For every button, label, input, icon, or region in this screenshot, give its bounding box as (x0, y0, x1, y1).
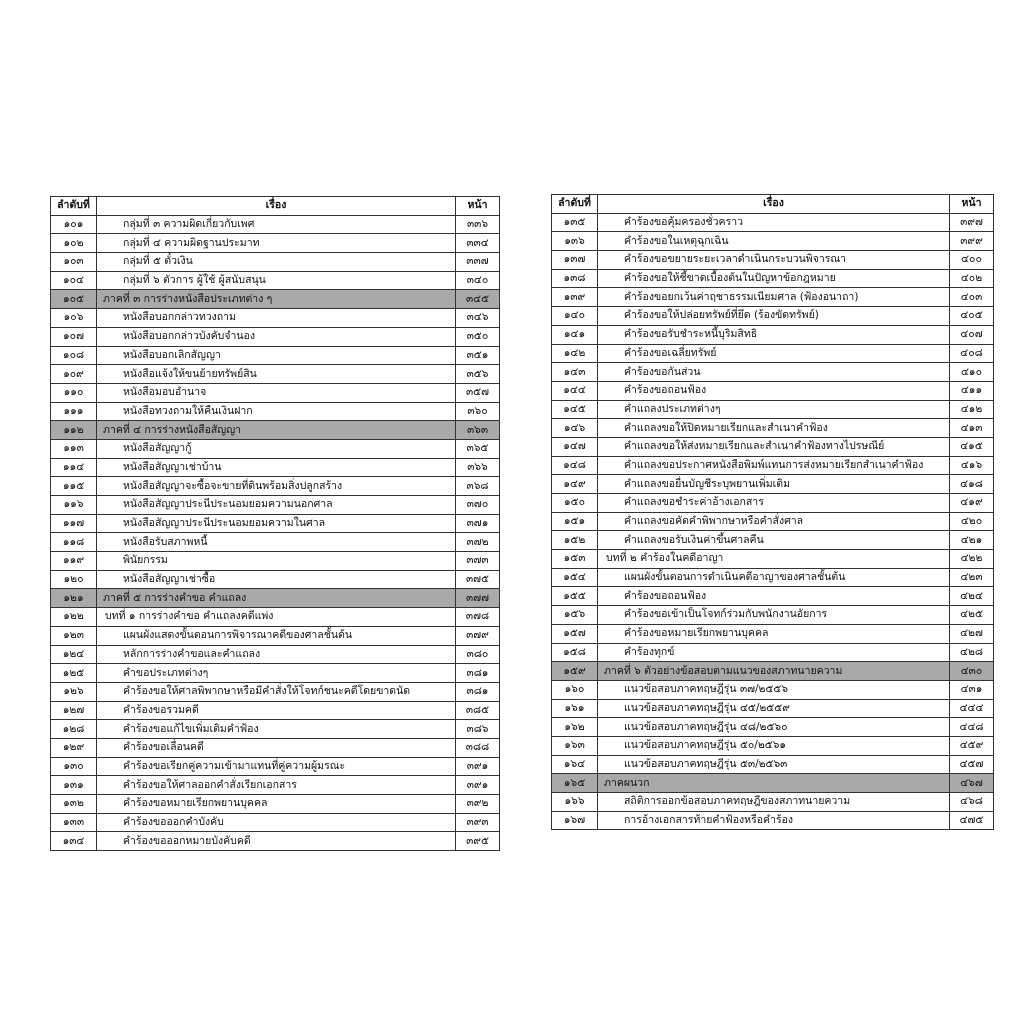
header-number: ลำดับที่ (552, 195, 598, 214)
entry-number: ๑๒๐ (51, 570, 97, 589)
entry-title: หนังสือสัญญากู้ (97, 439, 456, 458)
entry-page: ๔๔๔ (950, 699, 994, 718)
entry-number: ๑๒๖ (51, 682, 97, 701)
entry-page: ๔๑๙ (950, 494, 994, 513)
entry-title: คำร้องขอเรียกคู่ความเข้ามาแทนที่คู่ความผู้มรณะ (97, 757, 456, 776)
table-row (51, 570, 500, 589)
table-row (51, 645, 500, 664)
table-row (552, 811, 994, 830)
table-row (51, 309, 500, 328)
entry-title: พินัยกรรม (97, 552, 456, 571)
entry-title: คำร้องขอให้ชี้ขาดเบื้องต้นในปัญหาข้อกฎหมาย (598, 269, 950, 288)
entry-number: ๑๐๗ (51, 327, 97, 346)
table-row (552, 251, 994, 270)
entry-page: ๓๘๐ (456, 645, 500, 664)
table-row (552, 643, 994, 662)
entry-title: คำแถลงประเภทต่างๆ (598, 400, 950, 419)
entry-title: คำร้องขอเฉลี่ยทรัพย์ (598, 344, 950, 363)
table-row (552, 269, 994, 288)
entry-number: ๑๔๐ (552, 307, 598, 326)
entry-number: ๑๔๙ (552, 475, 598, 494)
entry-title: คำร้องขอเลื่อนคดี (97, 738, 456, 757)
entry-title: กลุ่มที่ ๖ ตัวการ ผู้ใช้ ผู้สนับสนุน (97, 271, 456, 290)
entry-number: ๑๖๕ (552, 774, 598, 793)
entry-title: หนังสือทวงถามให้คืนเงินฝาก (97, 402, 456, 421)
entry-title: หนังสือสัญญาประนีประนอมยอมความนอกศาล (97, 496, 456, 515)
entry-title: คำแถลงขอยื่นบัญชีระบุพยานเพิ่มเติม (598, 475, 950, 494)
entry-page: ๔๑๓ (950, 419, 994, 438)
table-row (51, 514, 500, 533)
entry-page: ๓๖๖ (456, 458, 500, 477)
entry-page: ๔๒๔ (950, 587, 994, 606)
entry-page: ๓๙๑ (456, 757, 500, 776)
entry-title: คำร้องขอแก้ไขเพิ่มเติมคำฟ้อง (97, 720, 456, 739)
entry-number: ๑๕๓ (552, 550, 598, 569)
entry-title: บทที่ ๒ คำร้องในคดีอาญา (598, 550, 950, 569)
entry-number: ๑๑๘ (51, 533, 97, 552)
entry-number: ๑๐๘ (51, 346, 97, 365)
entry-page: ๓๕๐ (456, 327, 500, 346)
entry-page: ๓๗๑ (456, 514, 500, 533)
entry-page: ๓๗๓ (456, 552, 500, 571)
table-row (51, 626, 500, 645)
table-row (552, 736, 994, 755)
entry-page: ๓๔๐ (456, 271, 500, 290)
entry-page: ๔๑๖ (950, 456, 994, 475)
entry-page: ๓๗๗ (456, 589, 500, 608)
entry-number: ๑๐๑ (51, 215, 97, 234)
entry-number: ๑๓๕ (552, 213, 598, 232)
entry-page: ๔๔๘ (950, 718, 994, 737)
table-row (552, 288, 994, 307)
entry-number: ๑๖๖ (552, 793, 598, 812)
section-row (552, 662, 994, 681)
table-row (51, 439, 500, 458)
entry-title: คำร้องขอในเหตุฉุกเฉิน (598, 232, 950, 251)
toc-table-right (551, 194, 994, 830)
entry-number: ๑๐๖ (51, 309, 97, 328)
entry-title: หนังสือสัญญาประนีประนอมยอมความในศาล (97, 514, 456, 533)
entry-page: ๔๐๒ (950, 269, 994, 288)
entry-number: ๑๕๗ (552, 624, 598, 643)
toc-left-body (51, 215, 500, 850)
entry-number: ๑๔๘ (552, 456, 598, 475)
header-page: หน้า (950, 195, 994, 214)
entry-number: ๑๓๔ (51, 832, 97, 851)
table-row (552, 755, 994, 774)
entry-number: ๑๒๗ (51, 701, 97, 720)
entry-number: ๑๑๑ (51, 402, 97, 421)
table-row (51, 365, 500, 384)
entry-page: ๓๘๘ (456, 738, 500, 757)
table-row (552, 475, 994, 494)
section-row (51, 589, 500, 608)
entry-title: คำร้องขอหมายเรียกพยานบุคคล (598, 624, 950, 643)
entry-title: แนวข้อสอบภาคทฤษฎีรุ่น ๔๕/๒๕๕๙ (598, 699, 950, 718)
entry-number: ๑๑๓ (51, 439, 97, 458)
entry-title: คำแถลงขอให้ปิดหมายเรียกและสำเนาคำฟ้อง (598, 419, 950, 438)
table-row (51, 215, 500, 234)
entry-page: ๔๕๙ (950, 736, 994, 755)
entry-number: ๑๐๔ (51, 271, 97, 290)
entry-number: ๑๐๒ (51, 234, 97, 253)
entry-page: ๓๘๕ (456, 701, 500, 720)
entry-number: ๑๔๒ (552, 344, 598, 363)
entry-number: ๑๕๙ (552, 662, 598, 681)
section-row (51, 421, 500, 440)
table-row (552, 624, 994, 643)
section-row (552, 774, 994, 793)
header-number: ลำดับที่ (51, 197, 97, 216)
table-row (552, 793, 994, 812)
entry-title: คำร้องขอออกคำบังคับ (97, 813, 456, 832)
entry-number: ๑๔๗ (552, 437, 598, 456)
entry-title: หนังสือมอบอำนาจ (97, 383, 456, 402)
table-row (51, 757, 500, 776)
table-row (51, 458, 500, 477)
entry-title: หนังสือรับสภาพหนี้ (97, 533, 456, 552)
entry-page: ๓๖๘ (456, 477, 500, 496)
table-row (552, 568, 994, 587)
table-row (552, 456, 994, 475)
table-row (51, 327, 500, 346)
entry-page: ๔๒๘ (950, 643, 994, 662)
entry-number: ๑๒๒ (51, 608, 97, 627)
entry-page: ๔๒๑ (950, 531, 994, 550)
table-header-row (552, 195, 994, 214)
entry-number: ๑๓๒ (51, 795, 97, 814)
table-row (51, 795, 500, 814)
table-row (51, 608, 500, 627)
entry-number: ๑๕๑ (552, 512, 598, 531)
entry-page: ๓๙๓ (456, 813, 500, 832)
entry-number: ๑๔๑ (552, 325, 598, 344)
entry-title: คำร้องขอรับชำระหนี้บุริมสิทธิ (598, 325, 950, 344)
entry-number: ๑๖๒ (552, 718, 598, 737)
table-row (552, 587, 994, 606)
entry-page: ๔๐๗ (950, 325, 994, 344)
table-row (552, 512, 994, 531)
table-row (552, 699, 994, 718)
entry-page: ๓๘๑ (456, 664, 500, 683)
entry-title: คำร้องขอรวมคดี (97, 701, 456, 720)
entry-page: ๔๑๒ (950, 400, 994, 419)
entry-page: ๔๒๗ (950, 624, 994, 643)
entry-title: ภาคที่ ๓ การร่างหนังสือประเภทต่าง ๆ (97, 290, 456, 309)
entry-number: ๑๐๕ (51, 290, 97, 309)
table-row (51, 496, 500, 515)
entry-number: ๑๖๓ (552, 736, 598, 755)
entry-number: ๑๒๑ (51, 589, 97, 608)
entry-title: คำขอประเภทต่างๆ (97, 664, 456, 683)
entry-title: ภาคที่ ๔ การร่างหนังสือสัญญา (97, 421, 456, 440)
entry-page: ๓๗๒ (456, 533, 500, 552)
entry-number: ๑๕๒ (552, 531, 598, 550)
entry-page: ๓๓๖ (456, 215, 500, 234)
entry-page: ๔๖๗ (950, 774, 994, 793)
table-row (552, 400, 994, 419)
table-row (552, 363, 994, 382)
entry-number: ๑๓๑ (51, 776, 97, 795)
entry-title: หนังสือสัญญาเช่าบ้าน (97, 458, 456, 477)
table-row (552, 381, 994, 400)
table-row (51, 813, 500, 832)
entry-number: ๑๓๓ (51, 813, 97, 832)
table-row (51, 701, 500, 720)
table-row (51, 552, 500, 571)
section-row (51, 290, 500, 309)
entry-page: ๓๔๕ (456, 290, 500, 309)
entry-title: บทที่ ๑ การร่างคำขอ คำแถลงคดีแพ่ง (97, 608, 456, 627)
header-title: เรื่อง (97, 197, 456, 216)
entry-page: ๔๖๘ (950, 793, 994, 812)
entry-page: ๓๗๘ (456, 608, 500, 627)
entry-page: ๔๗๕ (950, 811, 994, 830)
entry-page: ๔๑๑ (950, 381, 994, 400)
table-row (51, 402, 500, 421)
entry-page: ๔๑๘ (950, 475, 994, 494)
entry-title: แนวข้อสอบภาคทฤษฎีรุ่น ๔๘/๒๕๖๐ (598, 718, 950, 737)
table-row (552, 531, 994, 550)
entry-title: คำร้องขอถอนฟ้อง (598, 381, 950, 400)
entry-number: ๑๓๙ (552, 288, 598, 307)
entry-number: ๑๑๕ (51, 477, 97, 496)
entry-title: คำร้องขอหมายเรียกพยานบุคคล (97, 795, 456, 814)
entry-title: หนังสือบอกกล่าวบังคับจำนอง (97, 327, 456, 346)
entry-title: แนวข้อสอบภาคทฤษฎีรุ่น ๕๐/๒๕๖๑ (598, 736, 950, 755)
table-row (51, 533, 500, 552)
entry-page: ๔๑๐ (950, 363, 994, 382)
entry-number: ๑๓๖ (552, 232, 598, 251)
table-row (552, 718, 994, 737)
entry-title: กลุ่มที่ ๔ ความผิดฐานประมาท (97, 234, 456, 253)
entry-title: การอ้างเอกสารท้ายคำฟ้องหรือคำร้อง (598, 811, 950, 830)
entry-page: ๔๑๕ (950, 437, 994, 456)
entry-page: ๔๕๗ (950, 755, 994, 774)
table-row (552, 437, 994, 456)
toc-table-left (50, 196, 500, 851)
entry-page: ๓๙๗ (950, 213, 994, 232)
entry-title: คำร้องขอกันส่วน (598, 363, 950, 382)
table-row (552, 494, 994, 513)
entry-title: หนังสือบอกกล่าวทวงถาม (97, 309, 456, 328)
table-row (51, 253, 500, 272)
table-row (51, 738, 500, 757)
entry-number: ๑๔๖ (552, 419, 598, 438)
entry-number: ๑๐๓ (51, 253, 97, 272)
entry-page: ๓๔๖ (456, 309, 500, 328)
entry-number: ๑๑๖ (51, 496, 97, 515)
entry-title: แผนผังขั้นตอนการดำเนินคดีอาญาของศาลชั้นต้น (598, 568, 950, 587)
entry-number: ๑๑๙ (51, 552, 97, 571)
entry-title: กลุ่มที่ ๓ ความผิดเกี่ยวกับเพศ (97, 215, 456, 234)
table-row (552, 344, 994, 363)
entry-title: แนวข้อสอบภาคทฤษฎีรุ่น ๕๓/๒๕๖๓ (598, 755, 950, 774)
entry-number: ๑๕๔ (552, 568, 598, 587)
table-row (51, 832, 500, 851)
table-row (51, 776, 500, 795)
entry-number: ๑๖๔ (552, 755, 598, 774)
entry-title: คำร้องขอถอนฟ้อง (598, 587, 950, 606)
header-title: เรื่อง (598, 195, 950, 214)
toc-right-body (552, 213, 994, 830)
header-page: หน้า (456, 197, 500, 216)
table-row (552, 419, 994, 438)
entry-page: ๓๙๙ (950, 232, 994, 251)
entry-number: ๑๕๘ (552, 643, 598, 662)
entry-page: ๓๘๑ (456, 682, 500, 701)
entry-page: ๔๒๐ (950, 512, 994, 531)
entry-page: ๔๒๒ (950, 550, 994, 569)
table-row (552, 606, 994, 625)
entry-number: ๑๕๕ (552, 587, 598, 606)
entry-page: ๓๙๕ (456, 832, 500, 851)
entry-number: ๑๔๓ (552, 363, 598, 382)
entry-page: ๓๓๔ (456, 234, 500, 253)
table-row (552, 680, 994, 699)
table-row (552, 307, 994, 326)
entry-title: คำแถลงขอประกาศหนังสือพิมพ์แทนการส่งหมายเรียกสำเนาคำฟ้อง (598, 456, 950, 475)
entry-title: คำร้องขอให้ศาลพิพากษาหรือมีคำสั่งให้โจทก์ชนะคดีโดยขาดนัด (97, 682, 456, 701)
entry-number: ๑๕๐ (552, 494, 598, 513)
entry-number: ๑๑๐ (51, 383, 97, 402)
entry-title: สถิติการออกข้อสอบภาคทฤษฎีของสภาทนายความ (598, 793, 950, 812)
entry-title: คำแถลงขอชำระค่าอ้างเอกสาร (598, 494, 950, 513)
entry-title: คำร้องขอให้ปล่อยทรัพย์ที่ยึด (ร้องขัดทรัพย์) (598, 307, 950, 326)
entry-title: หนังสือบอกเลิกสัญญา (97, 346, 456, 365)
entry-title: คำร้องขอออกหมายบังคับคดี (97, 832, 456, 851)
entry-number: ๑๖๐ (552, 680, 598, 699)
entry-number: ๑๒๔ (51, 645, 97, 664)
entry-title: คำแถลงขอรับเงินค่าขึ้นศาลคืน (598, 531, 950, 550)
entry-title: คำร้องขอให้ศาลออกคำสั่งเรียกเอกสาร (97, 776, 456, 795)
entry-title: กลุ่มที่ ๕ ตั๋วเงิน (97, 253, 456, 272)
entry-title: หนังสือสัญญาเช่าซื้อ (97, 570, 456, 589)
entry-page: ๓๕๗ (456, 383, 500, 402)
entry-number: ๑๒๘ (51, 720, 97, 739)
entry-page: ๓๗๕ (456, 570, 500, 589)
entry-title: หนังสือแจ้งให้ขนย้ายทรัพย์สิน (97, 365, 456, 384)
table-row (552, 550, 994, 569)
table-row (51, 234, 500, 253)
entry-title: คำร้องขอยกเว้นค่าฤชาธรรมเนียมศาล (ฟ้องอนาถา) (598, 288, 950, 307)
entry-number: ๑๑๔ (51, 458, 97, 477)
entry-page: ๔๐๐ (950, 251, 994, 270)
entry-page: ๓๘๖ (456, 720, 500, 739)
entry-number: ๑๑๗ (51, 514, 97, 533)
entry-page: ๔๒๕ (950, 606, 994, 625)
entry-number: ๑๓๐ (51, 757, 97, 776)
entry-page: ๔๓๑ (950, 680, 994, 699)
entry-title: คำแถลงขอให้ส่งหมายเรียกและสำเนาคำฟ้องทางไปรษณีย์ (598, 437, 950, 456)
table-row (51, 383, 500, 402)
entry-title: หลักการร่างคำขอและคำแถลง (97, 645, 456, 664)
entry-title: คำร้องทุกข์ (598, 643, 950, 662)
entry-page: ๓๖๐ (456, 402, 500, 421)
table-row (552, 325, 994, 344)
entry-page: ๓๕๖ (456, 365, 500, 384)
entry-number: ๑๔๕ (552, 400, 598, 419)
table-row (51, 720, 500, 739)
entry-page: ๔๐๓ (950, 288, 994, 307)
table-row (51, 346, 500, 365)
entry-page: ๓๗๙ (456, 626, 500, 645)
entry-number: ๑๖๗ (552, 811, 598, 830)
entry-page: ๓๖๓ (456, 421, 500, 440)
entry-number: ๑๖๑ (552, 699, 598, 718)
entry-page: ๓๖๕ (456, 439, 500, 458)
table-row (51, 271, 500, 290)
entry-title: คำร้องขอขยายระยะเวลาดำเนินกระบวนพิจารณา (598, 251, 950, 270)
entry-page: ๓๗๐ (456, 496, 500, 515)
entry-page: ๓๕๑ (456, 346, 500, 365)
entry-page: ๓๙๑ (456, 776, 500, 795)
entry-page: ๓๙๒ (456, 795, 500, 814)
entry-number: ๑๒๓ (51, 626, 97, 645)
table-row (51, 682, 500, 701)
entry-page: ๓๓๗ (456, 253, 500, 272)
entry-title: ภาคที่ ๖ ตัวอย่างข้อสอบตามแนวของสภาทนายความ (598, 662, 950, 681)
entry-title: ภาคผนวก (598, 774, 950, 793)
entry-number: ๑๑๒ (51, 421, 97, 440)
table-row (552, 232, 994, 251)
entry-number: ๑๒๕ (51, 664, 97, 683)
table-row (51, 664, 500, 683)
entry-title: คำแถลงขอคัดคำพิพากษาหรือคำสั่งศาล (598, 512, 950, 531)
entry-title: แนวข้อสอบภาคทฤษฎีรุ่น ๓๗/๒๕๕๖ (598, 680, 950, 699)
entry-title: หนังสือสัญญาจะซื้อจะขายที่ดินพร้อมสิ่งปลูกสร้าง (97, 477, 456, 496)
entry-number: ๑๒๙ (51, 738, 97, 757)
table-header-row (51, 197, 500, 216)
entry-page: ๔๐๕ (950, 307, 994, 326)
entry-number: ๑๓๘ (552, 269, 598, 288)
entry-number: ๑๕๖ (552, 606, 598, 625)
entry-page: ๔๓๐ (950, 662, 994, 681)
entry-page: ๔๒๓ (950, 568, 994, 587)
entry-title: คำร้องขอเข้าเป็นโจทก์ร่วมกับพนักงานอัยการ (598, 606, 950, 625)
table-row (552, 213, 994, 232)
entry-title: แผนผังแสดงขั้นตอนการพิจารณาคดีของศาลชั้นต้น (97, 626, 456, 645)
entry-number: ๑๔๔ (552, 381, 598, 400)
entry-number: ๑๓๗ (552, 251, 598, 270)
entry-number: ๑๐๙ (51, 365, 97, 384)
table-row (51, 477, 500, 496)
entry-title: ภาคที่ ๕ การร่างคำขอ คำแถลง (97, 589, 456, 608)
entry-title: คำร้องขอคุ้มครองชั่วคราว (598, 213, 950, 232)
entry-page: ๔๐๘ (950, 344, 994, 363)
